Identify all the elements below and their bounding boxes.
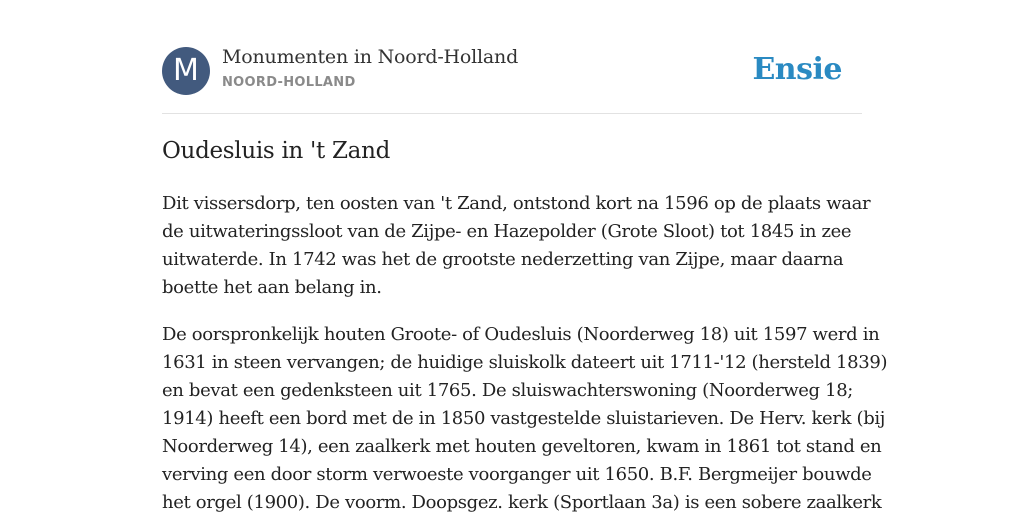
- collection-title-link[interactable]: Monumenten in Noord-Holland: [222, 46, 519, 68]
- text-line: uitwaterde. In 1742 was het de grootste nederzetting van Zijpe, maar daarna: [162, 249, 844, 270]
- collection-avatar[interactable]: M: [162, 47, 210, 95]
- text-line: 1914) heeft een bord met de in 1850 vastgestelde sluistarieven. De Herv. kerk (bij: [162, 408, 886, 429]
- header-divider: [162, 113, 862, 114]
- article-paragraph: [162, 190, 871, 302]
- article-body: [162, 190, 888, 512]
- text-line: verving een door storm verwoeste voorganger uit 1650. B.F. Bergmeijer bouwde: [162, 464, 872, 485]
- text-line: Noorderweg 14), een zaalkerk met houten geveltoren, kwam in 1861 tot stand en: [162, 436, 882, 457]
- text-line: boette het aan belang in.: [162, 277, 382, 298]
- article-paragraph: [162, 321, 888, 512]
- collection-header: [162, 46, 862, 96]
- article-title: Oudesluis in 't Zand: [162, 138, 391, 164]
- text-line: de uitwateringssloot van de Zijpe- en Hazepolder (Grote Sloot) tot 1845 in zee: [162, 221, 852, 242]
- text-line: De oorspronkelijk houten Groote- of Oudesluis (Noorderweg 18) uit 1597 werd in: [162, 324, 880, 345]
- text-line: het orgel (1900). De voorm. Doopsgez. kerk (Sportlaan 3a) is een sobere zaalkerk: [162, 492, 882, 512]
- collection-subtitle: NOORD-HOLLAND: [222, 75, 356, 90]
- text-line: Dit vissersdorp, ten oosten van 't Zand, ontstond kort na 1596 op de plaats waar: [162, 193, 871, 214]
- text-line: en bevat een gedenksteen uit 1765. De sluiswachterswoning (Noorderweg 18;: [162, 380, 854, 401]
- ensie-logo[interactable]: Ensie: [752, 52, 842, 87]
- text-line: 1631 in steen vervangen; de huidige sluiskolk dateert uit 1711-'12 (hersteld 1839): [162, 352, 888, 373]
